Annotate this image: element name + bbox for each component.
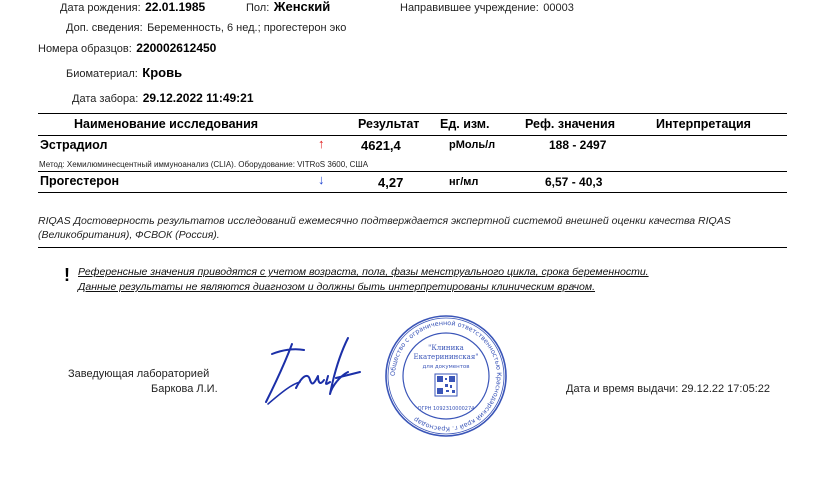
header-ref: Реф. значения xyxy=(525,117,616,131)
birth-date-row xyxy=(60,0,205,16)
header-result: Результат xyxy=(358,117,420,131)
ref-estradiol: 188 - 2497 xyxy=(549,138,607,152)
head-of-lab-name: Баркова Л.И. xyxy=(151,383,218,395)
biomaterial-label: Биоматериал: xyxy=(66,68,138,80)
referring-label: Направившее учреждение: xyxy=(400,2,539,14)
warning-icon: ! xyxy=(64,265,70,285)
collection-date-label: Дата забора: xyxy=(72,93,139,105)
collection-date-row xyxy=(72,89,254,107)
biomaterial-value: Кровь xyxy=(142,65,183,80)
stamp-clinic-line-2: Екатерининская" xyxy=(413,353,479,361)
biomaterial-row xyxy=(66,64,182,82)
table-bottom-rule xyxy=(38,192,787,193)
stamp-qr-code xyxy=(435,374,457,396)
table-top-rule xyxy=(38,113,787,114)
header-unit: Ед. изм. xyxy=(440,117,490,131)
sample-numbers-value: 220002612450 xyxy=(136,41,217,55)
flag-down-icon: ↓ xyxy=(318,172,325,187)
sample-numbers-label: Номера образцов: xyxy=(38,43,132,55)
test-name-progesterone: Прогестерон xyxy=(40,174,120,188)
clinic-stamp xyxy=(384,314,508,438)
header-bottom-rule xyxy=(38,135,787,136)
head-of-lab-position: Заведующая лабораторией xyxy=(68,368,210,380)
riqas-note: RIQAS Достоверность результатов исследований ежемесячно подтверждается экспертной системой внешней оценки качества RIQAS (Великобритания), ФСВОК (Россия). xyxy=(38,215,731,241)
birth-date-value: 22.01.1985 xyxy=(145,0,206,14)
extra-info-row xyxy=(66,18,346,36)
test-name-estradiol: Эстрадиол xyxy=(40,138,108,152)
collection-date-value: 29.12.2022 11:49:21 xyxy=(142,91,254,105)
handwritten-signature xyxy=(252,332,362,412)
referring-value: 00003 xyxy=(543,2,574,14)
header-name: Наименование исследования xyxy=(74,117,259,131)
unit-progesterone: нг/мл xyxy=(449,176,479,188)
result-estradiol: 4621,4 xyxy=(361,138,401,153)
issued-value: 29.12.22 17:05:22 xyxy=(681,383,771,395)
result-progesterone: 4,27 xyxy=(378,175,404,190)
header-interp: Интерпретация xyxy=(656,117,751,131)
sex-label: Пол: xyxy=(246,2,270,14)
stamp-ring-text: Общество с ограниченной ответственностью Краснодарский край г. Краснодар xyxy=(388,318,504,434)
unit-estradiol: pМоль/л xyxy=(449,139,496,151)
row-separator xyxy=(38,171,787,172)
sample-numbers-row xyxy=(38,39,216,57)
note-bottom-rule xyxy=(38,247,787,248)
ref-progesterone: 6,57 - 40,3 xyxy=(545,175,603,189)
stamp-clinic-line-3: для документов xyxy=(422,364,470,370)
issued-row xyxy=(566,383,770,395)
method-estradiol: Метод: Хемилюминесцентный иммуноанализ (CLIA). Оборудование: VITRoS 3600, США xyxy=(39,160,369,169)
warning-line-2: Данные результаты не являются диагнозом и должны быть интерпретированы клиническим врачом. xyxy=(78,281,596,293)
referring-row xyxy=(400,0,574,16)
flag-up-icon: ↑ xyxy=(318,136,325,151)
sex-row xyxy=(246,0,330,16)
birth-date-label: Дата рождения: xyxy=(60,2,141,14)
issued-label: Дата и время выдачи: xyxy=(566,383,679,395)
stamp-bottom-text: ОГРН 1092310000274 xyxy=(417,406,475,412)
extra-info-label: Доп. сведения: xyxy=(66,22,143,34)
extra-info-value: Беременность, 6 нед.; прогестерон эко xyxy=(147,22,347,34)
warning-line-1: Референсные значения приводятся с учетом возраста, пола, фазы менструального цикла, срока беременности. xyxy=(78,266,649,278)
sex-value: Женский xyxy=(273,0,331,14)
stamp-clinic-line-1: "Клиника xyxy=(428,344,464,352)
